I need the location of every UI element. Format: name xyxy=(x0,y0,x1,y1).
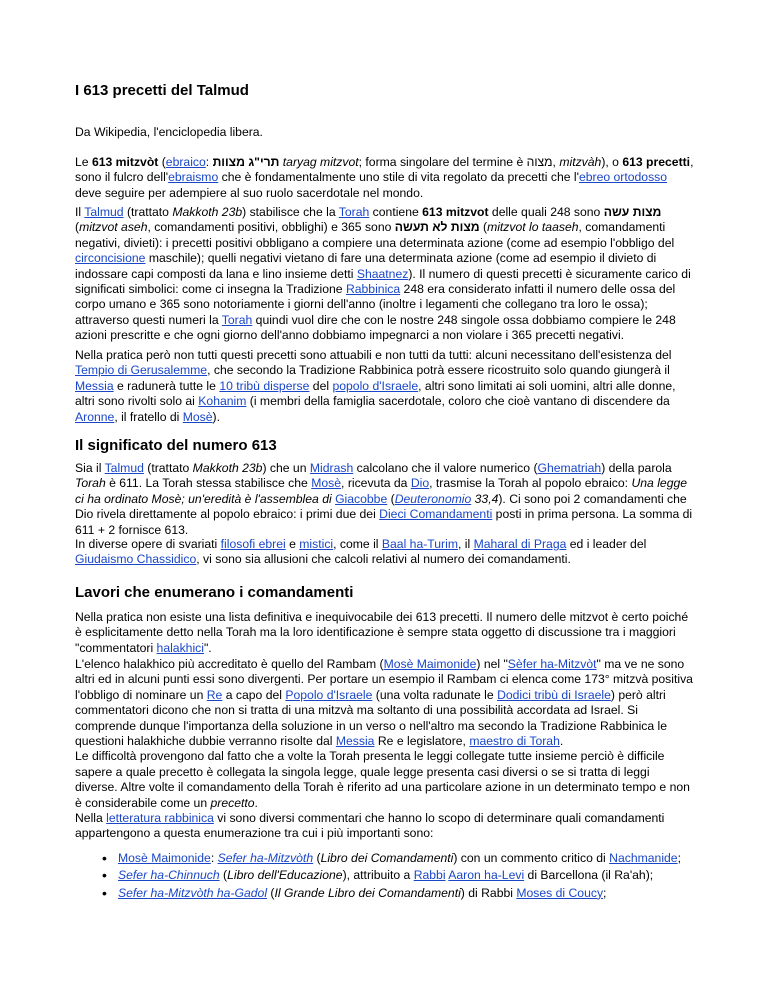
paragraph-talmud: Il Talmud (trattato Makkoth 23b) stabilisce che la Torah contiene 613 mitzvot delle quali 248 sono מצות עשה (mitzvot aseh, comandamenti positivi, obblighi) e 365 sono מצות לא תעשה (mitzvot lo taaseh, comandamenti negativi, divieti): i precetti positivi obbligano a compiere una determinata azione (come ad esempio l'obbligo del circoncisione maschile); quelli negativi vietano di fare una determinata azione (come ad esempio il divieto di indossare capi composti da lana e lino insieme detti Shaatnez). Il numero di questi precetti è sicuramente carico di significati simbolici: come ci insegna la Tradizione Rabbinica 248 era considerato infatti il numero delle ossa del corpo umano e 365 sono notoriamente i giorni dell'anno (inoltre i legamenti che collegano tra loro le ossa); attraverso questi numeri la Torah quindi vuol dire che con le nostre 248 singole ossa dobbiamo compiere le 248 azioni prescritte e che ogni giorno dell'anno dobbiamo impegnarci a non violare i 365 precetti negativi. xyxy=(75,205,691,343)
link-mose-maimonide-2[interactable]: Mosè Maimonide xyxy=(118,851,211,865)
list-item: • Sefer ha-Chinnuch (Libro dell'Educazione), attribuito a Rabbi Aaron ha-Levi di Barcellona (il Ra'ah); xyxy=(75,868,695,883)
link-circoncisione[interactable]: circoncisione xyxy=(75,251,146,266)
link-midrash[interactable]: Midrash xyxy=(309,461,354,475)
link-sefer-ha-mitzvoth-ha-gadol[interactable]: Sefer ha-Mitzvòth ha-Gadol xyxy=(118,885,268,900)
link-messia-2[interactable]: Messia xyxy=(335,734,375,749)
link-baal-ha-turim[interactable]: Baal ha-Turim xyxy=(381,537,458,551)
link-kohanim[interactable]: Kohanim xyxy=(198,394,247,409)
link-filosofi-ebrei[interactable]: filosofi ebrei xyxy=(220,537,286,551)
link-sefer-ha-mitzvoth[interactable]: Sefer ha-Mitzvòth xyxy=(217,851,314,865)
link-ebreo-ortodosso[interactable]: ebreo ortodosso xyxy=(578,170,668,185)
link-aronne[interactable]: Aronne xyxy=(75,409,115,424)
paragraph-rambam: L'elenco halakhico più accreditato è quello del Rambam (Mosè Maimonide) nel "Sèfer ha-Mitzvòt" ma ve ne sono altri ed in alcuni punti essi sono divergenti. Per portare un esempio il Rambam ci elenca come 173° mitzvà positiva l'obbligo di nominare un Re a capo del Popolo d'Israele (una volta radunate le Dodici tribù di Israele) però altri commentatori dicono che non si tratta di una mitzvà ma soltanto di una possibilità accordata ad Israel. Si comprende dunque l'importanza della soluzione in un verso o nell'altro ma secondo la Tradizione Rabbinica le questioni halakhiche dubbie verranno risolte dal Messia Re e legislatore, maestro di Torah. Le difficoltà provengono dal fatto che a volte la Torah presenta le leggi collegate tutte insieme perciò è difficile sapere a quale precetto è collegata la singola legge, quale legge presenta casi diversi o se si tratta di leggi diverse. Altre volte il comandamento della Torah è riferito ad una particolare azione in un determinato tempo e non è considerabile come un precetto. xyxy=(75,657,693,810)
list-item: • Sefer ha-Mitzvòth ha-Gadol (Il Grande Libro dei Comandamenti) di Rabbi Moses di Coucy; xyxy=(75,886,695,901)
link-letteratura-rabbinica[interactable]: letteratura rabbinica xyxy=(106,811,214,825)
link-mose-2[interactable]: Mosè xyxy=(311,476,342,491)
intro-paragraph: Le 613 mitzvòt (ebraico: תרי"ג מצוות taryag mitzvot; forma singolare del termine è מצוה, mitzvàh), o 613 precetti, sono il fulcro dell'ebraismo che è fondamentalmente uno stile di vita regolato da precetti che l'ebreo ortodosso deve seguire per adempiere al suo ruolo sacerdotale nel mondo. xyxy=(75,155,694,200)
link-ghematriah[interactable]: Ghematriah xyxy=(537,461,602,475)
link-moses-di-coucy[interactable]: Moses di Coucy xyxy=(516,885,604,900)
paragraph-letteratura: Nella letteratura rabbinica vi sono diversi commentari che hanno lo scopo di determinare quali comandamenti appartengono a questa enumerazione tra cui i più importanti sono: xyxy=(75,811,665,841)
link-ebraismo[interactable]: ebraismo xyxy=(168,170,219,185)
link-dodici-tribu[interactable]: Dodici tribù di Israele xyxy=(497,687,611,702)
link-dieci-comandamenti[interactable]: Dieci Comandamenti xyxy=(379,507,493,522)
paragraph-significato: Sia il Talmud (trattato Makkoth 23b) che un Midrash calcolano che il valore numerico (Ghematriah) della parola Torah è 611. La Torah stessa stabilisce che Mosè, ricevuta da Dio, trasmise la Torah al popolo ebraico: Una legge ci ha ordinato Mosè; un'eredità è l'assemblea di Giacobbe (Deuteronomio 33,4). Ci sono poi 2 comandamenti che Dio rivela direttamente al popolo ebraico: i primi due dei Dieci Comandamenti posti in prima persona. La somma di 611 + 2 fornisce 613. xyxy=(75,461,693,537)
list-item: • Mosè Maimonide: Sefer ha-Mitzvòth (Libro dei Comandamenti) con un commento critico di Nachmanide; xyxy=(75,851,695,866)
link-shaatnez[interactable]: Shaatnez xyxy=(356,266,409,281)
link-rabbinica[interactable]: Rabbinica xyxy=(345,282,401,297)
link-sefer-ha-chinnuch[interactable]: Sefer ha-Chinnuch xyxy=(118,868,220,883)
paragraph-pratica: Nella pratica però non tutti questi precetti sono attuabili e non tutti da tutti: alcuni necessitano dell'esistenza del Tempio di Gerusalemme, che secondo la Tradizione Rabbinica potrà essere ricostruito solo quando giungerà il Messia e radunerà tutte le 10 tribù disperse del popolo d'Israele, altri sono limitati ai soli uomini, altri alle donne, altri sono rivolti solo ai Kohanim (i membri della famiglia sacerdotale, coloro che cioè vantano di discendere da Aronne, il fratello di Mosè). xyxy=(75,348,676,424)
link-deuteronomio[interactable]: Deuteronomio xyxy=(394,491,472,506)
link-dio[interactable]: Dio xyxy=(410,476,430,491)
link-maharal-praga[interactable]: Maharal di Praga xyxy=(473,537,567,551)
link-tempio-gerusalemme[interactable]: Tempio di Gerusalemme xyxy=(75,363,208,378)
link-halakhici[interactable]: halakhici xyxy=(156,640,204,655)
link-re[interactable]: Re xyxy=(206,687,223,702)
link-talmud[interactable]: Talmud xyxy=(84,205,124,219)
link-nachmanide[interactable]: Nachmanide xyxy=(609,851,678,865)
link-popolo-israele[interactable]: popolo d'Israele xyxy=(332,378,419,393)
link-popolo-israele-2[interactable]: Popolo d'Israele xyxy=(285,687,373,702)
paragraph-opere: In diverse opere di svariati filosofi ebrei e mistici, come il Baal ha-Turim, il Maharal di Praga ed i leader del Giudaismo Chassidico, vi sono sia allusioni che calcoli relativi al numero dei comandamenti. xyxy=(75,537,647,567)
link-torah-2[interactable]: Torah xyxy=(221,312,253,327)
commentaries-list xyxy=(75,851,695,903)
link-giacobbe[interactable]: Giacobbe xyxy=(335,491,388,506)
link-tribu-disperse[interactable]: 10 tribù disperse xyxy=(219,378,310,393)
section-heading-significato: Il significato del numero 613 xyxy=(75,437,277,454)
link-rabbi[interactable]: Rabbi xyxy=(413,868,446,883)
link-messia[interactable]: Messia xyxy=(75,378,114,393)
link-sefer-ha-mitzvot[interactable]: Sèfer ha-Mitzvòt xyxy=(507,657,597,671)
link-mose[interactable]: Mosè xyxy=(182,409,213,424)
link-aaron-ha-levi[interactable]: Aaron ha-Levi xyxy=(448,868,525,883)
paragraph-lista-definitiva: Nella pratica non esiste una lista definitiva e inequivocabile dei 613 precetti. Il numero delle mitzvot è certo poiché è esplicitamente detto nella Torah ma la loro identificazione è sempre stata oggetto di discussione tra i maggiori "commentatori halakhici". xyxy=(75,610,689,655)
link-talmud-2[interactable]: Talmud xyxy=(104,461,144,475)
link-giudaismo-chassidico[interactable]: Giudaismo Chassidico xyxy=(75,552,197,567)
link-torah[interactable]: Torah xyxy=(338,205,370,219)
link-maestro-torah[interactable]: maestro di Torah xyxy=(469,734,560,749)
link-ebraico[interactable]: ebraico xyxy=(165,155,206,169)
subtitle: Da Wikipedia, l'enciclopedia libera. xyxy=(75,125,263,139)
section-heading-lavori: Lavori che enumerano i comandamenti xyxy=(75,584,354,601)
link-mose-maimonide[interactable]: Mosè Maimonide xyxy=(383,657,477,671)
link-mistici[interactable]: mistici xyxy=(299,537,334,551)
page-title: I 613 precetti del Talmud xyxy=(75,82,249,99)
